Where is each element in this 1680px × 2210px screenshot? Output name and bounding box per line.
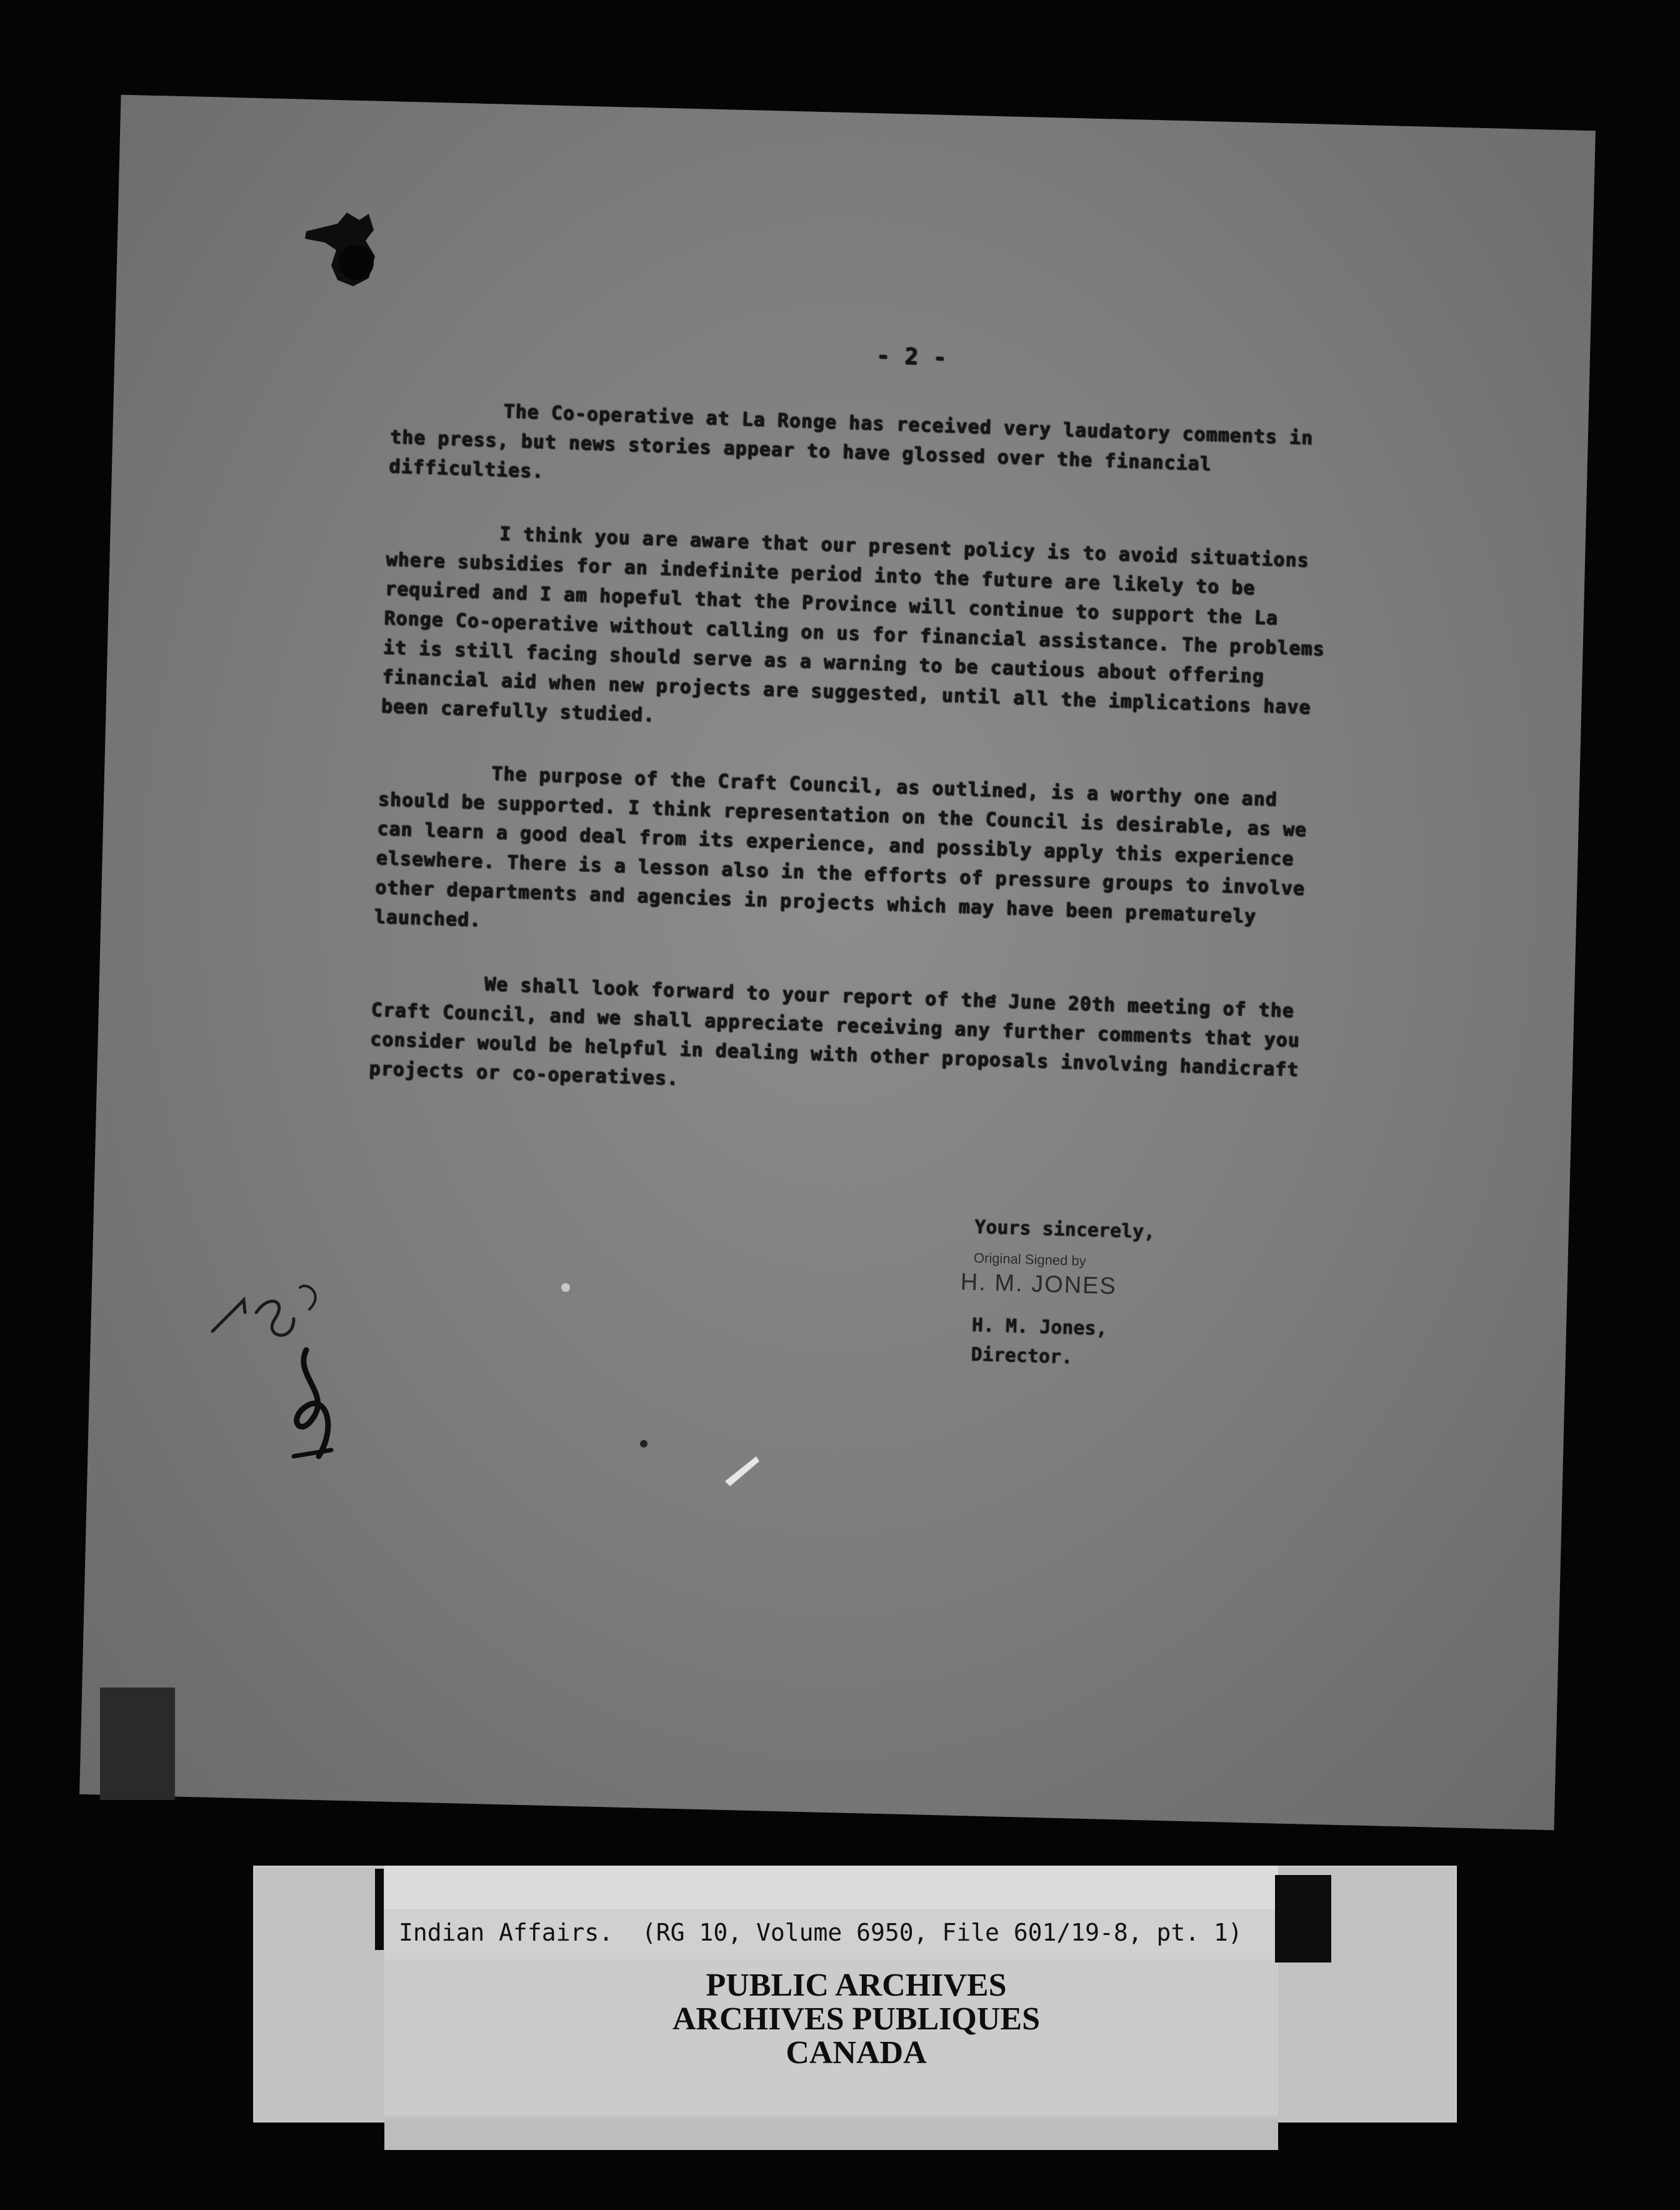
- archive-stamp-line-2: ARCHIVES PUBLIQUES: [672, 2001, 1041, 2037]
- letter-body: [368, 325, 1356, 1149]
- typed-name: H. M. Jones,: [971, 1314, 1108, 1340]
- paragraph-1: The Co-operative at La Ronge has received very laudatory comments in the press, but news stories appear to have glossed over the financial difficulties.: [388, 400, 1314, 483]
- archive-stamp-line-1: PUBLIC ARCHIVES: [706, 1968, 1007, 2003]
- archive-label-bar: [375, 1869, 384, 1950]
- paragraph-3: The purpose of the Craft Council, as outlined, is a worthy one and should be supported. I think representation on the Council is desirable, as we can learn a good deal from its experience, and possibly apply this experience elsewhere. There is a lesson also in the efforts of pressure groups to involve other departments and agencies in projects which may have been prematurely launched.: [374, 762, 1308, 932]
- archive-stamp: [512, 1969, 1200, 2070]
- archive-label-strip-upper: [384, 1866, 1278, 1909]
- signature-stamp-name: H. M. JONES: [960, 1269, 1118, 1300]
- signature-block: [960, 1212, 1156, 1374]
- signer-title: Director.: [971, 1343, 1073, 1369]
- archive-label-bottom: [384, 2119, 1278, 2150]
- paragraph-2: I think you are aware that our present policy is to avoid situations where subsidies for an indefinite period into the future are likely to be required and I am hopeful that the Province will continue to support the La Ronge Co-operative without calling on us for financial assistance. The problems it is still facing should serve as a warning to be cautious about offering financial aid when new projects are suggested, until all the implications have been carefully studied.: [381, 522, 1326, 727]
- page-number: - 2 -: [876, 342, 948, 371]
- signature-stamp-label: Original Signed by: [973, 1249, 1087, 1269]
- paragraph-4: We shall look forward to your report of the June 20th meeting of the Craft Council, and we shall appreciate receiving any further comments that you consider would be helpful in dealing with other proposals involving handicraft projects or co-operatives.: [368, 973, 1301, 1090]
- archive-label-tab: [1275, 1875, 1331, 1962]
- archive-reference: Indian Affairs. (RG 10, Volume 6950, File 601/19-8, pt. 1): [399, 1919, 1242, 1946]
- handwritten-note: [200, 1275, 362, 1462]
- salutation: Yours sincerely,: [974, 1216, 1156, 1244]
- archive-stamp-line-3: CANADA: [786, 2035, 927, 2071]
